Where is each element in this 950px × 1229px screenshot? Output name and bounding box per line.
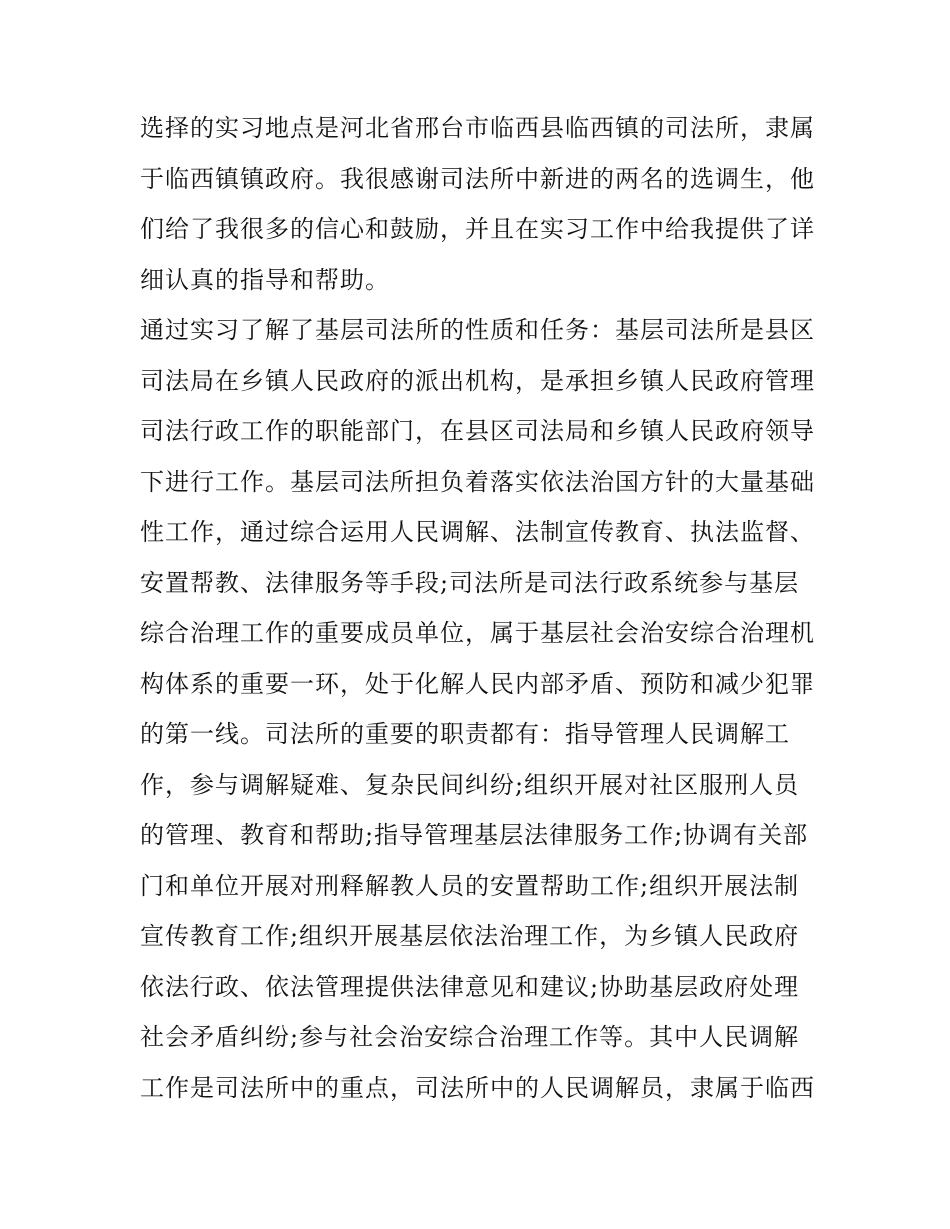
text-line: 通过实习了解了基层司法所的性质和任务：基层司法所是县区 (140, 316, 815, 344)
text-line: 构体系的重要一环，处于化解人民内部矛盾、预防和减少犯罪 (140, 669, 815, 698)
text-line: 下进行工作。基层司法所担负着落实依法治国方针的大量基础 (140, 467, 815, 496)
text-line (140, 1164, 820, 1215)
paragraph-1 (140, 103, 820, 305)
text-line: 司法行政工作的职能部门，在县区司法局和乡镇人民政府领导 (140, 417, 815, 445)
text-line: 门和单位开展对刑释解教人员的安置帮助工作;组织开展法制 (140, 871, 800, 900)
text-line: 依法行政、依法管理提供法律意见和建议;协助基层政府处理 (140, 972, 800, 1001)
text-line: 于临西镇镇政府。我很感谢司法所中新进的两名的选调生，他 (140, 164, 815, 193)
text-line: 选择的实习地点是河北省邢台市临西县临西镇的司法所，隶属 (140, 114, 815, 142)
text-line: 细认真的指导和帮助。 (140, 265, 390, 294)
text-line: 司法局在乡镇人民政府的派出机构，是承担乡镇人民政府管理 (140, 366, 815, 395)
text-line: 宣传教育工作;组织开展基层依法治理工作，为乡镇人民政府 (140, 922, 800, 950)
text-line: 性工作，通过综合运用人民调解、法制宣传教育、执法监督、 (140, 518, 815, 546)
text-line: 综合治理工作的重要成员单位，属于基层社会治安综合治理机 (140, 619, 815, 647)
text-line (140, 1113, 820, 1164)
paragraph-2 (140, 305, 820, 1214)
text-line: 工作是司法所中的重点，司法所中的人民调解员，隶属于临西 (140, 1073, 815, 1102)
text-line: 社会矛盾纠纷;参与社会治安综合治理工作等。其中人民调解 (140, 1023, 800, 1051)
text-line: 的管理、教育和帮助;指导管理基层法律服务工作;协调有关部 (140, 821, 809, 849)
text-line: 的第一线。司法所的重要的职责都有：指导管理人民调解工 (140, 720, 790, 748)
body-text (140, 103, 820, 1214)
text-line: 作，参与调解疑难、复杂民间纠纷;组织开展对社区服刑人员 (140, 770, 800, 799)
text-line: 们给了我很多的信心和鼓励，并且在实习工作中给我提供了详 (140, 215, 815, 243)
text-line: 安置帮教、法律服务等手段;司法所是司法行政系统参与基层 (140, 568, 800, 597)
